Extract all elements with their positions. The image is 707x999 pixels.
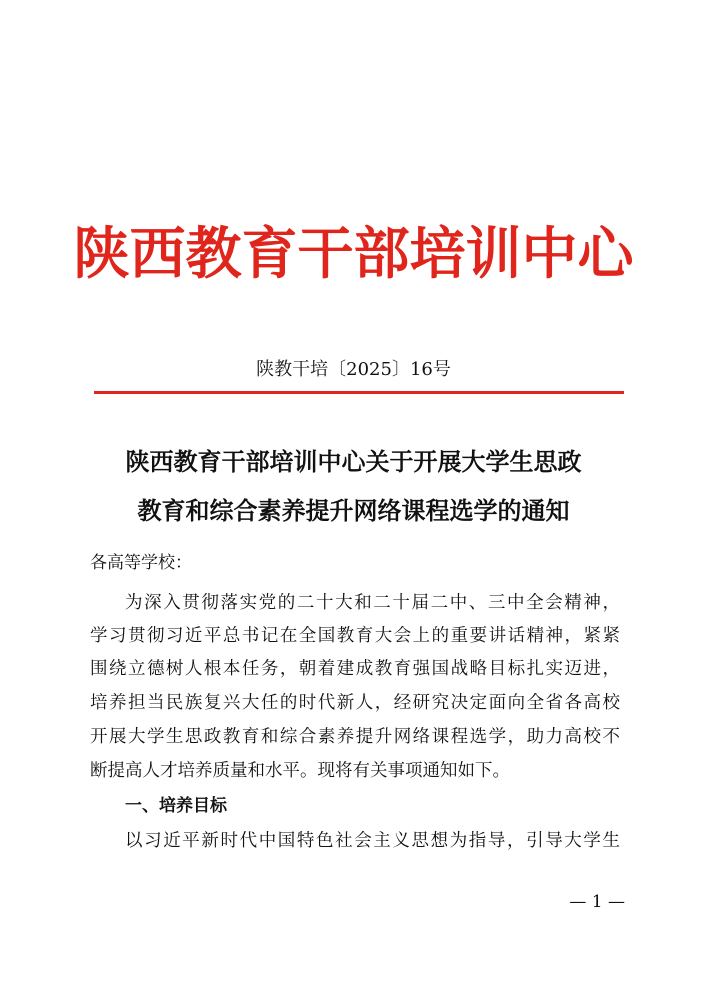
paragraph-line: 断提高人才培养质量和水平。现将有关事项通知如下。	[90, 761, 510, 781]
salutation: 各高等学校：	[90, 553, 192, 573]
document-title-line-2: 教育和综合素养提升网络课程选学的通知	[137, 496, 570, 525]
page-number: — 1 —	[569, 892, 625, 912]
paragraph-line: 培养担当民族复兴大任的时代新人，经研究决定面向全省各高校	[90, 693, 620, 713]
red-separator-line	[94, 391, 624, 394]
section-heading: 一、培养目标	[125, 796, 227, 816]
issuing-organization-header: 陕西教育干部培训中心	[73, 221, 634, 287]
paragraph-line: 以习近平新时代中国特色社会主义思想为指导，引导大学生	[125, 831, 620, 851]
document-title-line-1: 陕西教育干部培训中心关于开展大学生思政	[125, 447, 582, 476]
document-number: 陕教干培〔2025〕16号	[256, 359, 451, 380]
paragraph-line: 围绕立德树人根本任务，朝着建成教育强国战略目标扎实迈进，	[90, 659, 620, 679]
paragraph-line: 学习贯彻习近平总书记在全国教育大会上的重要讲话精神，紧紧	[90, 626, 620, 646]
paragraph-line: 开展大学生思政教育和综合素养提升网络课程选学，助力高校不	[90, 727, 620, 747]
paragraph-line: 为深入贯彻落实党的二十大和二十届二中、三中全会精神，	[125, 593, 620, 613]
